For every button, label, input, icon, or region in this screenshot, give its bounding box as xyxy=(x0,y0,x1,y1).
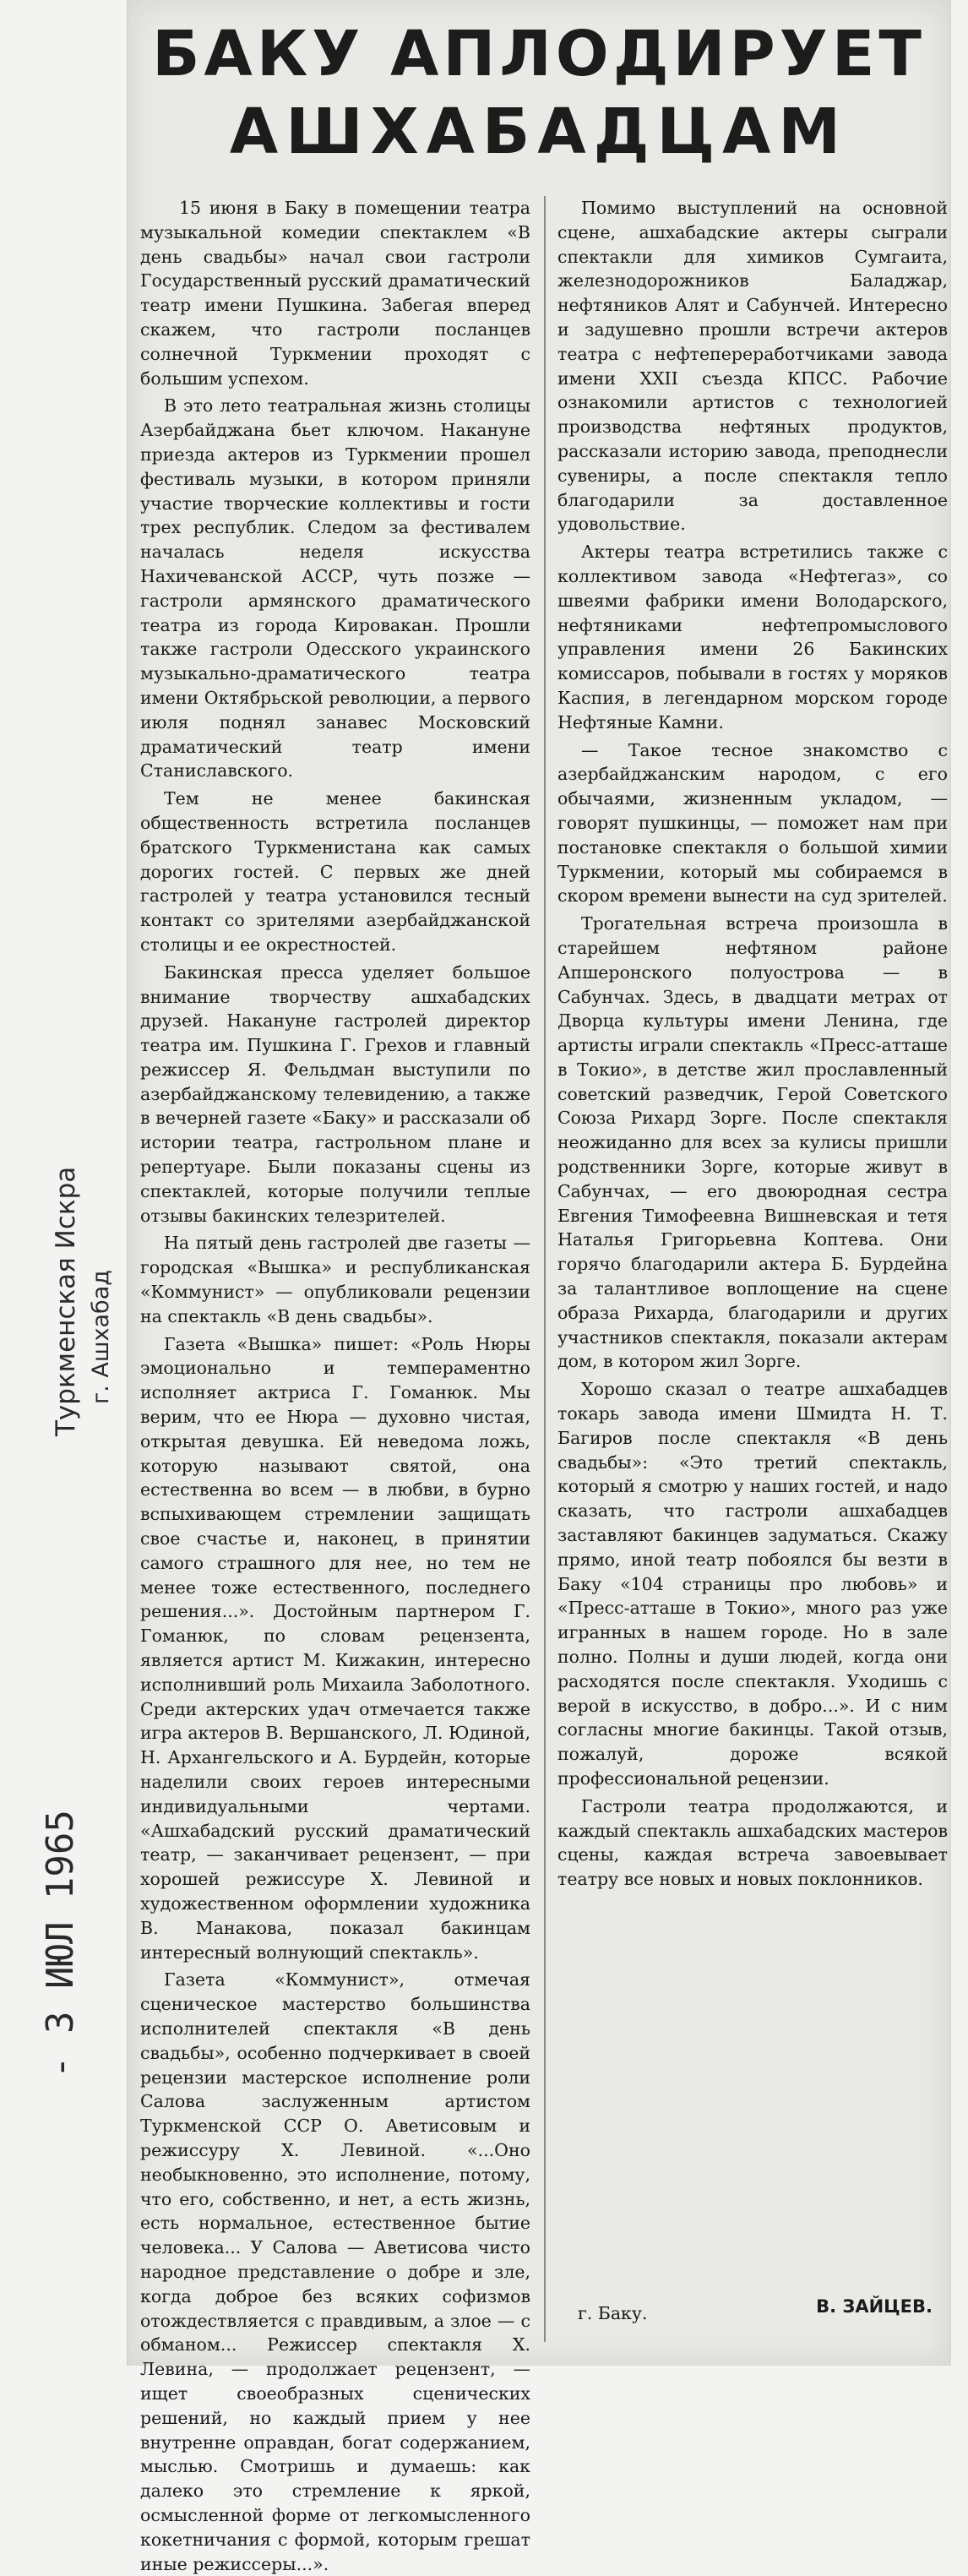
paragraph: Бакинская пресса уделяет большое внимание творчеству ашхабадских друзей. Накануне гастролей директор театра им. Пушкина Г. Грехов и главный режиссер Я. Фельдман выступили по азербайджанскому телевидению, а также в вечерней газете «Баку» и рассказали об истории театра, гастрольном плане и репертуаре. Были показаны сцены из спектаклей, которые получили теплые отзывы бакинских телезрителей. xyxy=(140,961,530,1226)
paragraph: В это лето театральная жизнь столицы Азербайджана бьет ключом. Накануне приезда актеров из Туркмении прошел фестиваль музыки, в котором приняли участие творческие коллективы и гости трех республик. Следом за фестивалем началась неделя искусства Нахичеванской АССР, чуть позже — гастроли армянского драматического театра из города Кировакан. Прошли также гастроли Одесского украинского музыкально-драматического театра имени Октябрьской революции, а первого июля поднял занавес Московский драматический театр имени Станиславского. xyxy=(140,395,530,782)
paragraph: Трогательная встреча произошла в старейшем нефтяном районе Апшеронского полуострова — в Сабунчах. Здесь, в двадцати метрах от Дворца культуры имени Ленина, где артисты играли спектакль «Пресс-атташе в Токио», в детстве жил прославленный советский разведчик, Герой Советского Союза Рихард Зорге. После спектакля неожиданно для всех за кулисы пришли родственники Зорге, которые живут в Сабунчах, — его двоюродная сестра Евгения Тимофеевна Вишневская и тетя Наталья Григорьевна Коптева. Они горячо благодарили актера Б. Бурдейна за талантливое воплощение на сцене образа Рихарда, благодарили и других участников спектакля, показали актерам дом, в котором жил Зорге. xyxy=(557,913,948,1372)
article-signature xyxy=(557,2296,948,2325)
date-stamp: - 3 ИЮЛ 1965 xyxy=(39,1810,82,2078)
article-column-right xyxy=(557,196,948,2342)
source-newspaper-name: Туркменская Искра xyxy=(51,1166,81,1436)
source-city: г. Ашхабад xyxy=(88,1270,114,1404)
paragraph: — Такое тесное знакомство с азербайджанским народом, с его обычаями, жизненным укладом, — говорят пушкинцы, — поможет нам при постановке спектакля о большой химии Туркмении, который мы собираемся в скором времени вынести на суд зрителей. xyxy=(557,739,948,907)
paragraph: Хорошо сказал о театре ашхабадцев токарь завода имени Шмидта Н. Т. Багиров после спектакля «В день свадьбы»: «Это третий спектакль, который я смотрю у наших гостей, и надо сказать, что гастроли ашхабадцев заставляют бакинцев задуматься. Скажу прямо, иной театр побоялся бы везти в Баку «104 страницы про любовь» и «Пресс-атташе в Токио», много раз уже игранных в нашем городе. Но в зале полно. Полны и души людей, когда они расходятся после спектакля. Уходишь с верой в искусство, в добро...». И с ним согласны многие бакинцы. Такой отзыв, пожалуй, дороже всякой профессиональной рецензии. xyxy=(557,1379,948,1789)
newspaper-clipping xyxy=(127,0,951,2574)
article-dateline: г. Баку. xyxy=(578,2303,648,2323)
paragraph: 15 июня в Баку в помещении театра музыкальной комедии спектаклем «В день свадьбы» начал свои гастроли Государственный русский драматический театр имени Пушкина. Забегая вперед скажем, что гастроли посланцев солнечной Туркмении проходят с большим успехом. xyxy=(140,198,530,389)
article-author: В. ЗАЙЦЕВ. xyxy=(816,2296,933,2317)
headline-line-1: БАКУ АПЛОДИРУЕТ xyxy=(152,18,926,90)
headline-line-2: АШХАБАДЦАМ xyxy=(229,95,849,168)
paragraph: Газета «Коммунист», отмечая сценическое мастерство большинства исполнителей спектакля «В день свадьбы», особенно подчеркивает в своей рецензии мастерское исполнение роли Салова заслуженным артистом Туркменской ССР О. Аветисовым и режиссуру Х. Левиной. «...Оно необыкновенно, это исполнение, потому, что его, собственно, и нет, а есть жизнь, есть нормальное, естественное бытие человека... У Салова — Аветисова чисто народное представление о добре и зле, когда доброе без всяких софизмов отождествляется с правдивым, а злое — с обманом... Режиссер спектакля Х. Левина, — продолжает рецензент, — ищет своеобразных сценических решений, но каждый прием у нее внутренне оправдан, богат содержанием, мыслью. Смотришь и думаешь: как далеко это стремление к яркой, осмысленной форме от легкомысленного кокетничания с формой, которым грешат иные режиссеры...». xyxy=(140,1969,530,2574)
paragraph: Актеры театра встретились также с коллективом завода «Нефтегаз», со швеями фабрики имени Володарского, нефтяниками нефтепромыслового управления имени 26 Бакинских комиссаров, побывали в гостях у моряков Каспия, в легендарном морском городе Нефтяные Камни. xyxy=(557,542,948,732)
paragraph: Тем не менее бакинская общественность встретила посланцев братского Туркменистана как самых дорогих гостей. С первых же дней гастролей у театра установился тесный контакт со зрителями азербайджанской столицы и ее окрестностей. xyxy=(140,788,530,955)
paragraph: Газета «Вышка» пишет: «Роль Нюры эмоционально и темпераментно исполняет актриса Г. Гоманюк. Мы верим, что ее Нюра — духовно чистая, открытая девушка. Ей неведома ложь, которую называют святой, она естественна во всем — в любви, в бурно вспыхивающем стремлении защищать свое счастье и, наконец, в принятии самого страшного для нее, но тем не менее тоже естественного, последнего решения...». Достойным партнером Г. Гоманюк, по словам рецензента, является артист М. Кижакин, интересно исполнивший роль Михаила Заболотного. Среди актерских удач отмечается также игра актеров В. Вершанского, Л. Юдиной, Н. Архангельского и А. Бурдейн, которые наделили своих героев интересными индивидуальными чертами. «Ашхабадский русский драматический театр, — заканчивает рецензент, — при хорошей режиссуре Х. Левиной и художественном оформлении художника В. Манакова, показал бакинцам интересный волнующий спектакль». xyxy=(140,1333,530,1963)
paragraph: На пятый день гастролей две газеты — городская «Вышка» и республиканская «Коммунист» — опубликовали рецензии на спектакль «В день свадьбы». xyxy=(140,1233,530,1326)
paragraph: Гастроли театра продолжаются, и каждый спектакль ашхабадских мастеров сцены, каждая встреча завоевывает театру все новых и новых поклонников. xyxy=(557,1795,948,1890)
handwritten-source-note xyxy=(51,1167,114,1436)
column-divider xyxy=(544,196,546,2342)
article-headline xyxy=(128,15,949,171)
paragraph: Помимо выступлений на основной сцене, ашхабадские актеры сыграли спектакли для химиков Сумгаита, железнодорожников Баладжар, нефтяников Алят и Сабунчей. Интересно и задушевно прошли встречи актеров театра с нефтепереработчиками завода имени XXII съезда КПСС. Рабочие ознакомили артистов с технологией производства нефтяных продуктов, рассказали историю завода, преподнесли сувениры, а после спектакля тепло благодарили за доставленное удовольствие. xyxy=(557,198,948,535)
article-column-left xyxy=(140,196,530,2574)
